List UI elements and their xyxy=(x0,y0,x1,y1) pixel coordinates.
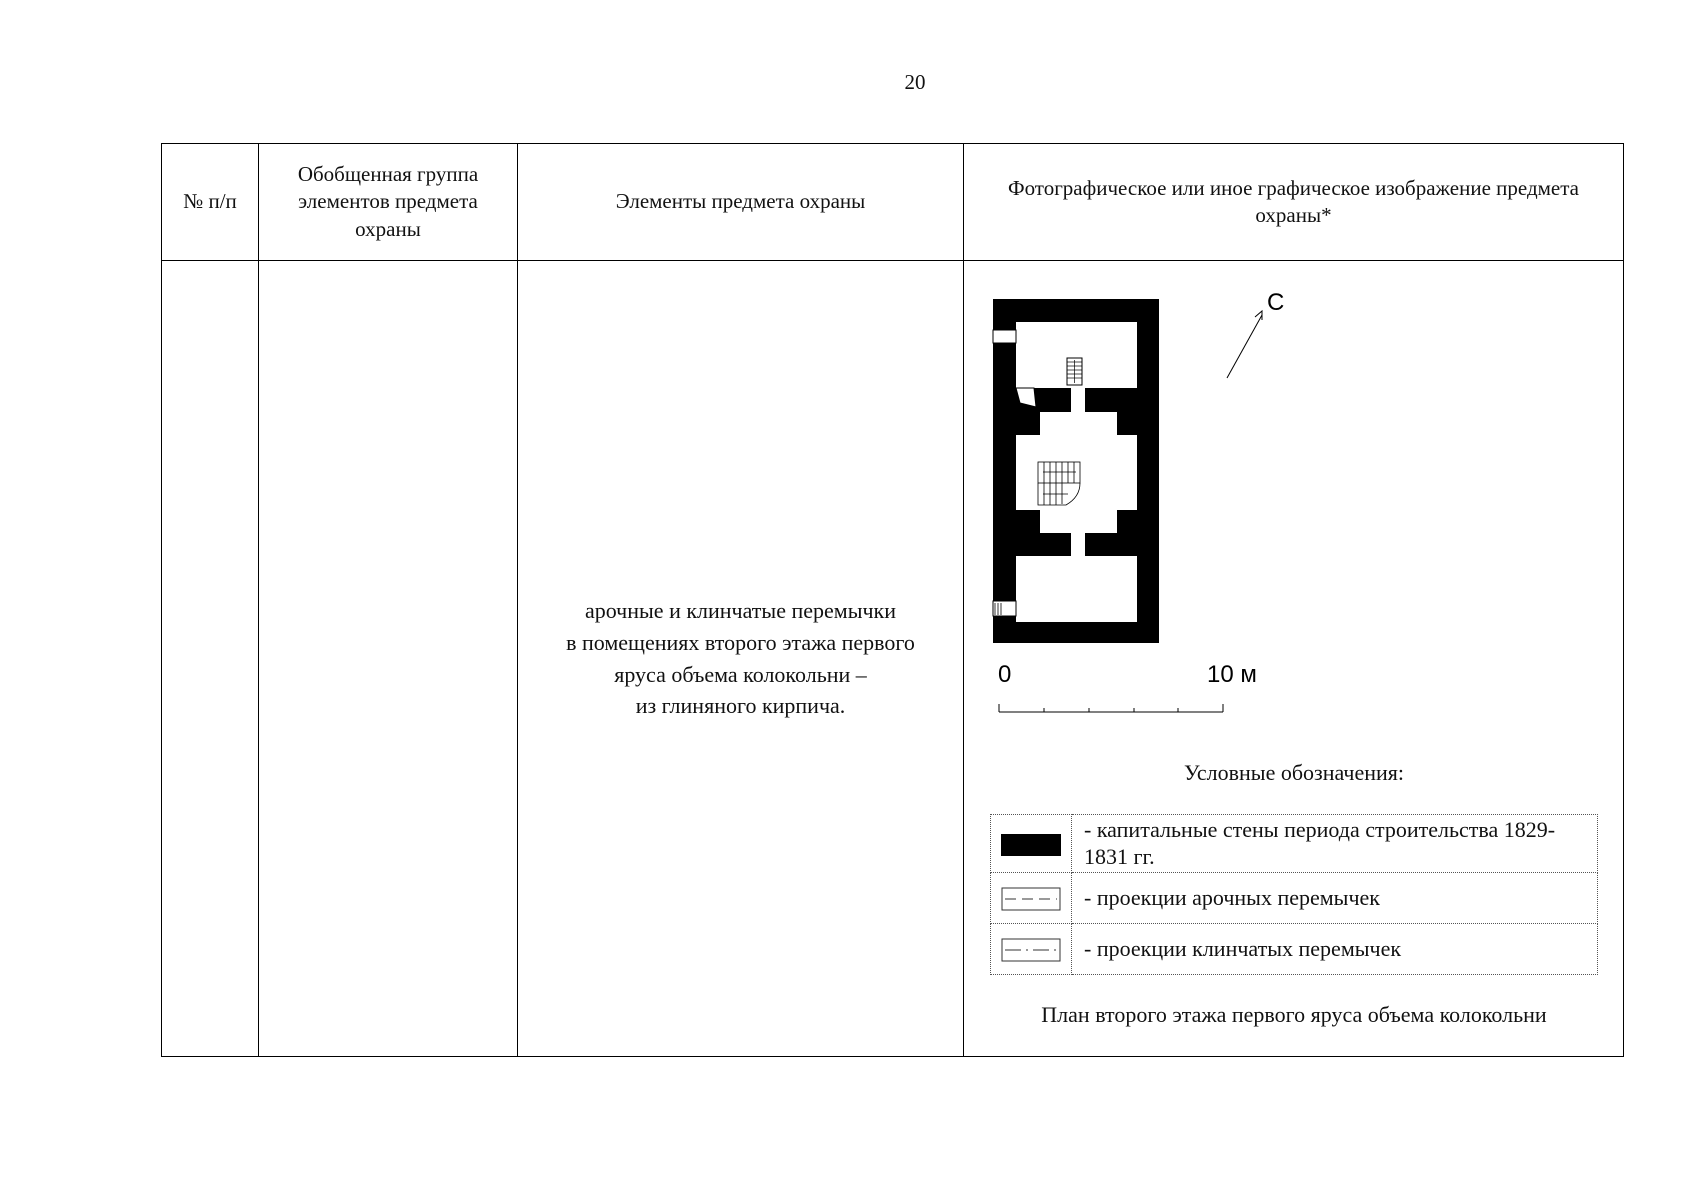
legend-text: - капитальные стены периода строительства 1829-1831 гг. xyxy=(1072,815,1598,873)
legend-text: - проекции клинчатых перемычек xyxy=(1072,924,1598,975)
cell-group xyxy=(259,261,518,1057)
legend-row xyxy=(991,924,1598,975)
cell-elements xyxy=(518,261,964,1057)
solid-wall-icon xyxy=(1001,833,1061,857)
legend-title: Условные обозначения: xyxy=(1183,760,1405,785)
scale-bar xyxy=(999,704,1223,712)
table-header-row xyxy=(162,144,1624,261)
page-number: 20 xyxy=(904,70,926,94)
cell-image xyxy=(964,261,1624,1057)
scale-end-label: 10 м xyxy=(1207,661,1257,688)
elements-line: из глиняного кирпича. xyxy=(635,693,846,719)
header-group: Обобщенная группа элементов предмета охраны xyxy=(259,144,518,261)
north-label: С xyxy=(1267,289,1285,316)
elements-line: в помещениях второго этажа первого xyxy=(566,629,915,655)
dashed-lintel-icon xyxy=(1001,887,1061,911)
protection-table xyxy=(161,143,1624,1057)
legend-row xyxy=(991,815,1598,873)
floor-plan xyxy=(993,299,1159,643)
table-row xyxy=(162,261,1624,1057)
north-arrow-icon xyxy=(1227,311,1262,378)
legend-row xyxy=(991,873,1598,924)
header-num: № п/п xyxy=(162,144,259,261)
legend-text: - проекции арочных перемычек xyxy=(1072,873,1598,924)
elements-description xyxy=(518,595,963,723)
scale-start-label: 0 xyxy=(998,661,1012,688)
dashdot-lintel-icon xyxy=(1001,938,1061,962)
elements-line: арочные и клинчатые перемычки xyxy=(584,597,897,623)
elements-line: яруса объема колокольни – xyxy=(614,661,867,687)
drawing-caption: План второго этажа первого яруса объема колокольни xyxy=(1041,1002,1547,1027)
cell-num xyxy=(162,261,259,1057)
header-image: Фотографическое или иное графическое изображение предмета охраны* xyxy=(964,144,1624,261)
header-elements: Элементы предмета охраны xyxy=(518,144,964,261)
legend-table xyxy=(990,814,1598,975)
